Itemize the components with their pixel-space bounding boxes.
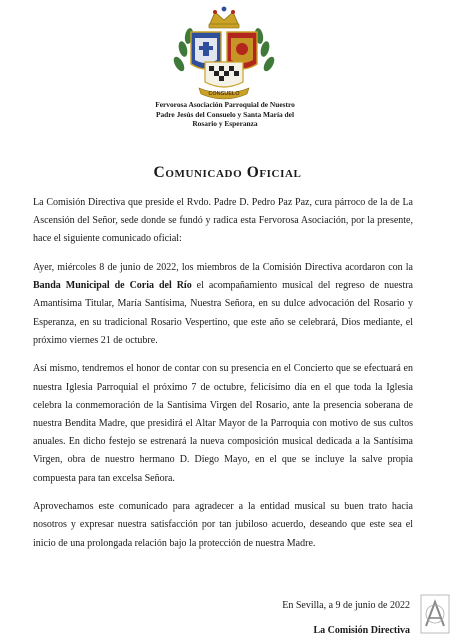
brotherhood-line: Rosario y Esperanza (192, 119, 258, 129)
document-body (33, 194, 413, 563)
place-date: En Sevilla, a 9 de junio de 2022 (282, 600, 410, 611)
paragraph-intro: La Comisión Directiva que preside el Rvdo. Padre D. Pedro Paz Paz, cura párroco de la de La Ascensión del Señor, sede donde se fundó y radica esta Fervorosa Asociación, por la presente, hace el siguiente comunicado oficial: (33, 197, 413, 245)
paragraph-concert: Así mismo, tendremos el honor de contar con su presencia en el Concierto que se efectuará en nuestra Iglesia Parroquial el próximo 7 de octubre, felicísimo día en el que toda la Iglesia celebra la conmemoración de la Santísima Virgen del Rosario, ante la presencia soberana de nuestra Bendita Madre, que presidirá el Altar Mayor de la Parroquia con motivo de sus cultos anuales. En dicho festejo se estrenará la nueva composición musical dedicada a la Santísima Virgen, obra de nuestro hermano D. Diego Mayo, en el que se incluye la salve propia compuesta para tan excelsa Señora. (33, 363, 413, 484)
paragraph-agreement (33, 259, 413, 350)
paragraph-thanks: Aprovechamos este comunicado para agradecer a la entidad musical su buen trato hacia nosotros y expresar nuestra satisfacción por tan jubiloso acuerdo, deseando que este sea el inicio de una prolongada relación bajo la protección de nuestra Madre. (33, 501, 413, 549)
shield-icon (191, 32, 257, 87)
signoff (282, 600, 410, 637)
brotherhood-line: Fervorosa Asociación Parroquial de Nuestro (155, 100, 295, 109)
brotherhood-name (100, 100, 350, 129)
crest-motto: CONSUELO (208, 91, 240, 97)
watermark-logo-icon (420, 594, 450, 634)
paragraph-agreement-end: el acompañamiento musical del regreso de nuestra Amantísima Titular, María Santísima, Nuestra Señora, en su dulce advocación del Rosario y Esperanza, en su tradicional Rosario Vespertino, que este año se celebrará, Dios mediante, el próximo viernes 21 de octubre. (33, 280, 413, 346)
band-name: Banda Municipal de Coria del Río (33, 280, 192, 292)
crown-icon (209, 7, 239, 28)
brotherhood-crest (169, 4, 279, 100)
paragraph-agreement-start: Ayer, miércoles 8 de junio de 2022, los miembros de la Comisión Directiva acordaron con la (33, 262, 413, 273)
document-title: Comunicado Oficial (153, 164, 302, 181)
brotherhood-line: Padre Jesús del Consuelo y Santa María del (155, 109, 295, 119)
signature: La Comisión Directiva (313, 625, 410, 636)
